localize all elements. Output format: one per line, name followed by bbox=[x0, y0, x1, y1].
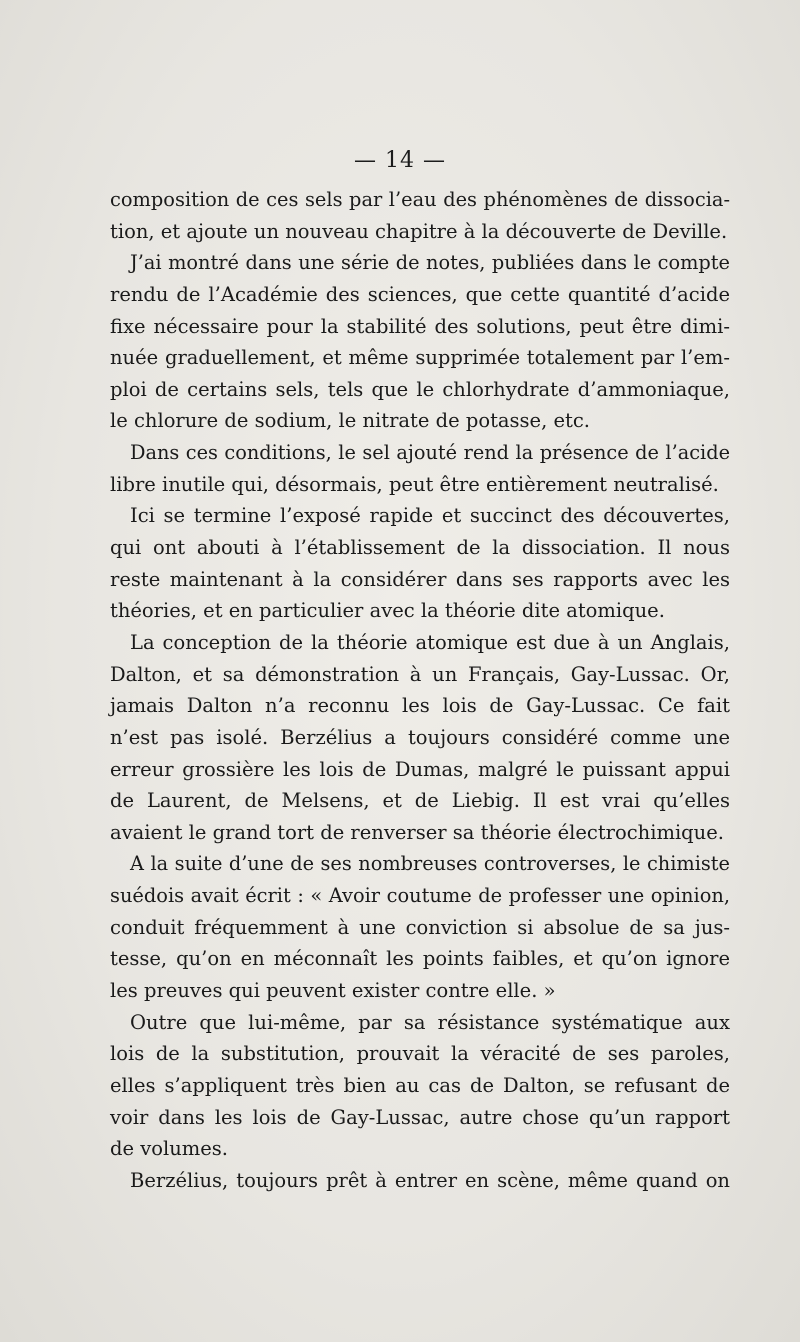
text-line: de Laurent, de Melsens, et de Liebig. Il est vrai qu’elles bbox=[110, 789, 730, 813]
text-line: suédois avait écrit : « Avoir coutume de professer une opinion, bbox=[110, 884, 730, 908]
text-line: n’est pas isolé. Berzélius a toujours considéré comme une bbox=[110, 725, 730, 749]
text-line: jamais Dalton n’a reconnu les lois de Gay-Lussac. Ce fait bbox=[110, 694, 730, 718]
text-line: avaient le grand tort de renverser sa théorie électrochimique. bbox=[110, 820, 724, 844]
text-line: reste maintenant à la considérer dans ses rapports avec les bbox=[110, 567, 730, 591]
text-line: tesse, qu’on en méconnaît les points faibles, et qu’on ignore bbox=[110, 947, 730, 971]
text-line: le chlorure de sodium, le nitrate de potasse, etc. bbox=[110, 409, 590, 433]
text-line: elles s’appliquent très bien au cas de Dalton, se refusant de bbox=[110, 1073, 730, 1097]
text-line: lois de la substitution, prouvait la véracité de ses paroles, bbox=[110, 1042, 730, 1066]
text-line: Outre que lui-même, par sa résistance systématique aux bbox=[130, 1010, 730, 1034]
text-line: J’ai montré dans une série de notes, publiées dans le compte bbox=[130, 251, 730, 275]
text-line: fixe nécessaire pour la stabilité des solutions, peut être dimi- bbox=[110, 314, 730, 338]
text-line: qui ont abouti à l’établissement de la dissociation. Il nous bbox=[110, 536, 730, 560]
text-line: Dans ces conditions, le sel ajouté rend la présence de l’acide bbox=[130, 441, 730, 465]
page-number: — 14 — bbox=[354, 148, 446, 173]
text-line: conduit fréquemment à une conviction si absolue de sa jus- bbox=[110, 915, 730, 939]
text-line: La conception de la théorie atomique est due à un Anglais, bbox=[130, 630, 730, 654]
text-line: théories, et en particulier avec la théorie dite atomique. bbox=[110, 599, 665, 623]
text-line: libre inutile qui, désormais, peut être entièrement neutralisé. bbox=[110, 472, 719, 496]
text-line: de volumes. bbox=[110, 1137, 229, 1161]
text-line: erreur grossière les lois de Dumas, malgré le puissant appui bbox=[110, 757, 730, 781]
text-line: Dalton, et sa démonstration à un Français, Gay-Lussac. Or, bbox=[110, 662, 730, 686]
text-line: rendu de l’Académie des sciences, que cette quantité d’acide bbox=[110, 282, 730, 306]
text-line: Berzélius, toujours prêt à entrer en scène, même quand on bbox=[130, 1168, 730, 1192]
text-line: tion, et ajoute un nouveau chapitre à la découverte de Deville. bbox=[110, 219, 728, 243]
text-line: les preuves qui peuvent exister contre elle. » bbox=[110, 979, 556, 1003]
text-line: Ici se termine l’exposé rapide et succinct des découvertes, bbox=[130, 504, 730, 528]
text-line: nuée graduellement, et même supprimée totalement par l’em- bbox=[110, 346, 730, 370]
text-line: composition de ces sels par l’eau des phénomènes de dissocia- bbox=[110, 188, 730, 211]
body-text bbox=[110, 184, 730, 1197]
text-line: A la suite d’une de ses nombreuses controverses, le chimiste bbox=[130, 852, 730, 876]
text-line: ploi de certains sels, tels que le chlorhydrate d’ammoniaque, bbox=[110, 377, 730, 401]
text-line: voir dans les lois de Gay-Lussac, autre chose qu’un rapport bbox=[110, 1105, 730, 1129]
